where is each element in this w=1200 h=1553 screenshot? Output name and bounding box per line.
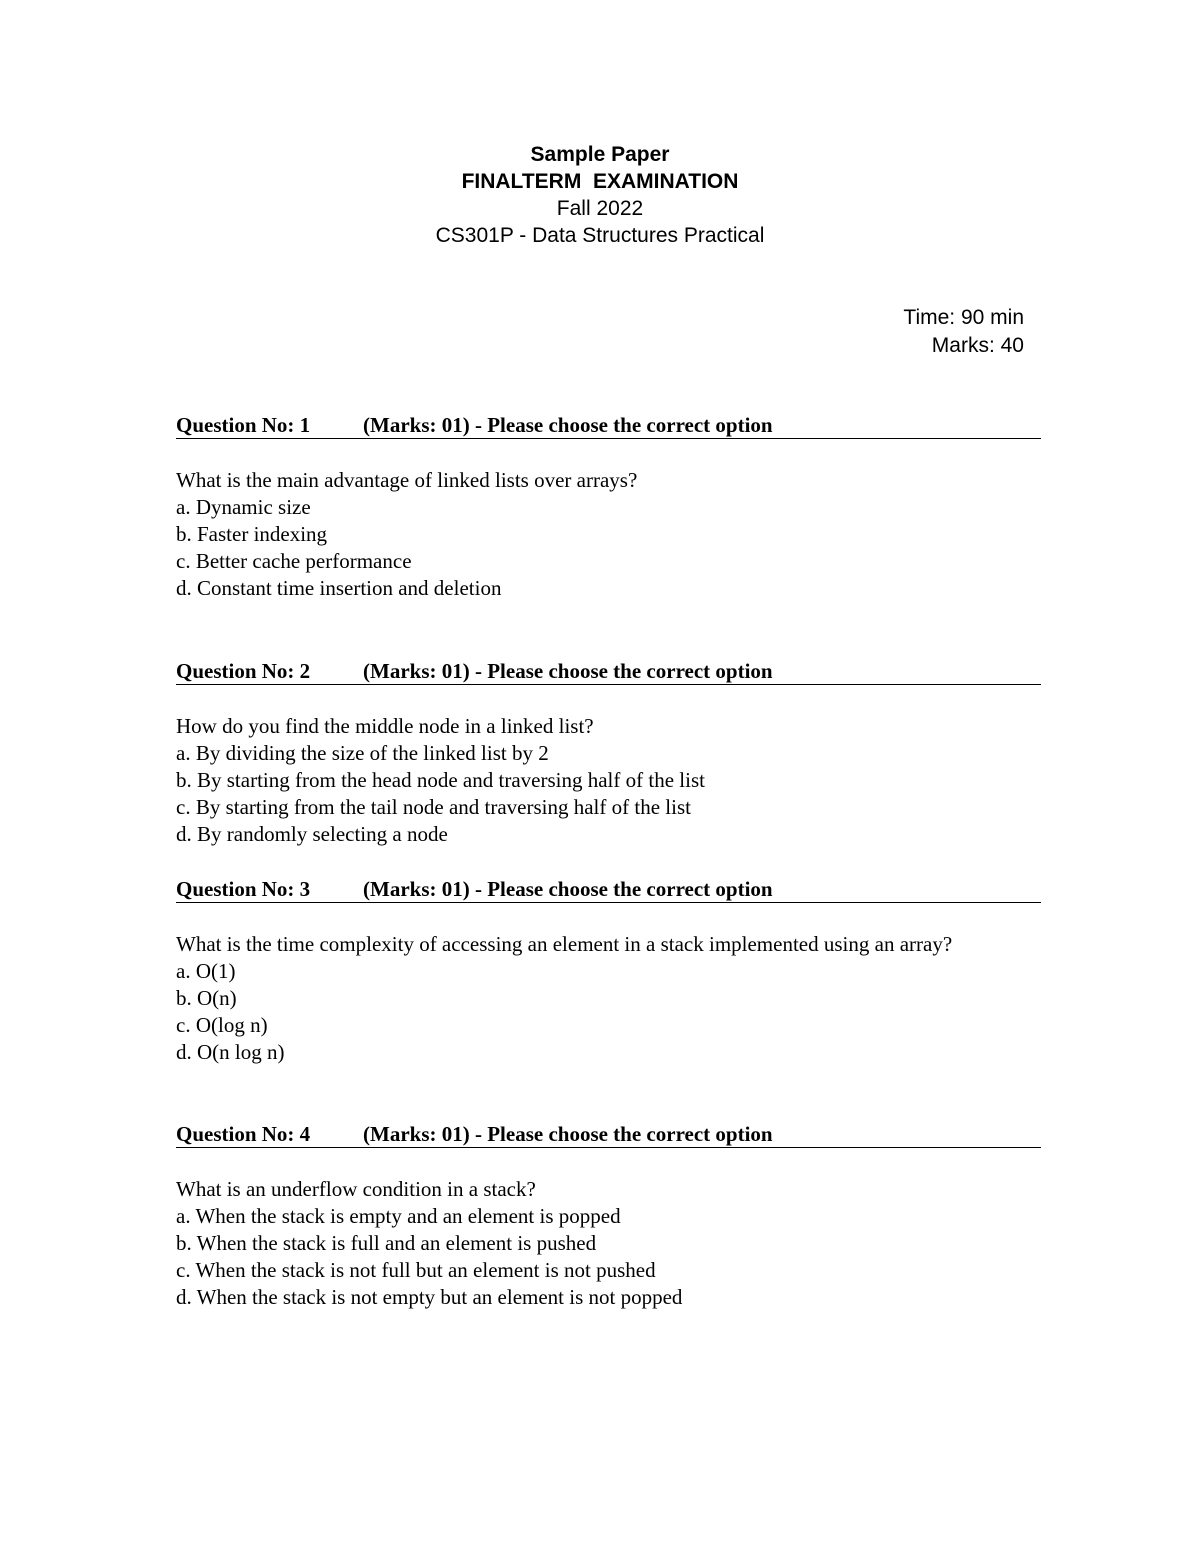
option-b: b. O(n) xyxy=(176,986,237,1010)
option-c: c. O(log n) xyxy=(176,1013,268,1037)
option-d: d. O(n log n) xyxy=(176,1040,285,1064)
question-number: Question No: 4 xyxy=(176,1122,311,1146)
question-number: Question No: 1 xyxy=(176,413,311,437)
question-marks: (Marks: 01) - Please choose the correct option xyxy=(363,1122,773,1146)
option-a: a. When the stack is empty and an element is popped xyxy=(176,1204,621,1228)
question-body xyxy=(176,713,1041,848)
question-body xyxy=(176,467,1041,602)
question-heading xyxy=(176,412,1041,439)
option-c: c. When the stack is not full but an element is not pushed xyxy=(176,1258,656,1282)
question-body xyxy=(176,931,1041,1066)
exam-header xyxy=(0,141,1200,249)
paper-type: Sample Paper xyxy=(530,143,670,166)
question-marks: (Marks: 01) - Please choose the correct option xyxy=(363,413,773,437)
exam-meta xyxy=(903,304,1024,360)
question-2 xyxy=(176,658,1041,848)
option-c: c. By starting from the tail node and traversing half of the list xyxy=(176,795,691,819)
question-body xyxy=(176,1176,1041,1311)
question-heading xyxy=(176,658,1041,685)
question-marks: (Marks: 01) - Please choose the correct option xyxy=(363,877,773,901)
option-c: c. Better cache performance xyxy=(176,549,412,573)
option-b: b. By starting from the head node and traversing half of the list xyxy=(176,768,705,792)
option-d: d. By randomly selecting a node xyxy=(176,822,448,846)
option-a: a. Dynamic size xyxy=(176,495,311,519)
question-heading xyxy=(176,1121,1041,1148)
exam-marks: Marks: 40 xyxy=(931,334,1024,357)
question-1 xyxy=(176,412,1041,602)
question-text: How do you find the middle node in a linked list? xyxy=(176,714,594,738)
question-text: What is an underflow condition in a stack? xyxy=(176,1177,536,1201)
exam-time: Time: 90 min xyxy=(903,306,1024,329)
option-b: b. When the stack is full and an element is pushed xyxy=(176,1231,597,1255)
exam-title: FINALTERM EXAMINATION xyxy=(461,170,739,193)
option-b: b. Faster indexing xyxy=(176,522,328,546)
question-marks: (Marks: 01) - Please choose the correct option xyxy=(363,659,773,683)
exam-term: Fall 2022 xyxy=(556,197,644,220)
question-number: Question No: 2 xyxy=(176,659,311,683)
question-text: What is the time complexity of accessing an element in a stack implemented using an array? xyxy=(176,932,953,956)
question-heading xyxy=(176,876,1041,903)
question-4 xyxy=(176,1121,1041,1311)
option-d: d. When the stack is not empty but an element is not popped xyxy=(176,1285,683,1309)
option-a: a. By dividing the size of the linked list by 2 xyxy=(176,741,549,765)
question-text: What is the main advantage of linked lists over arrays? xyxy=(176,468,638,492)
course-title: CS301P - Data Structures Practical xyxy=(435,224,765,247)
option-d: d. Constant time insertion and deletion xyxy=(176,576,502,600)
option-a: a. O(1) xyxy=(176,959,236,983)
question-3 xyxy=(176,876,1041,1066)
question-number: Question No: 3 xyxy=(176,877,311,901)
